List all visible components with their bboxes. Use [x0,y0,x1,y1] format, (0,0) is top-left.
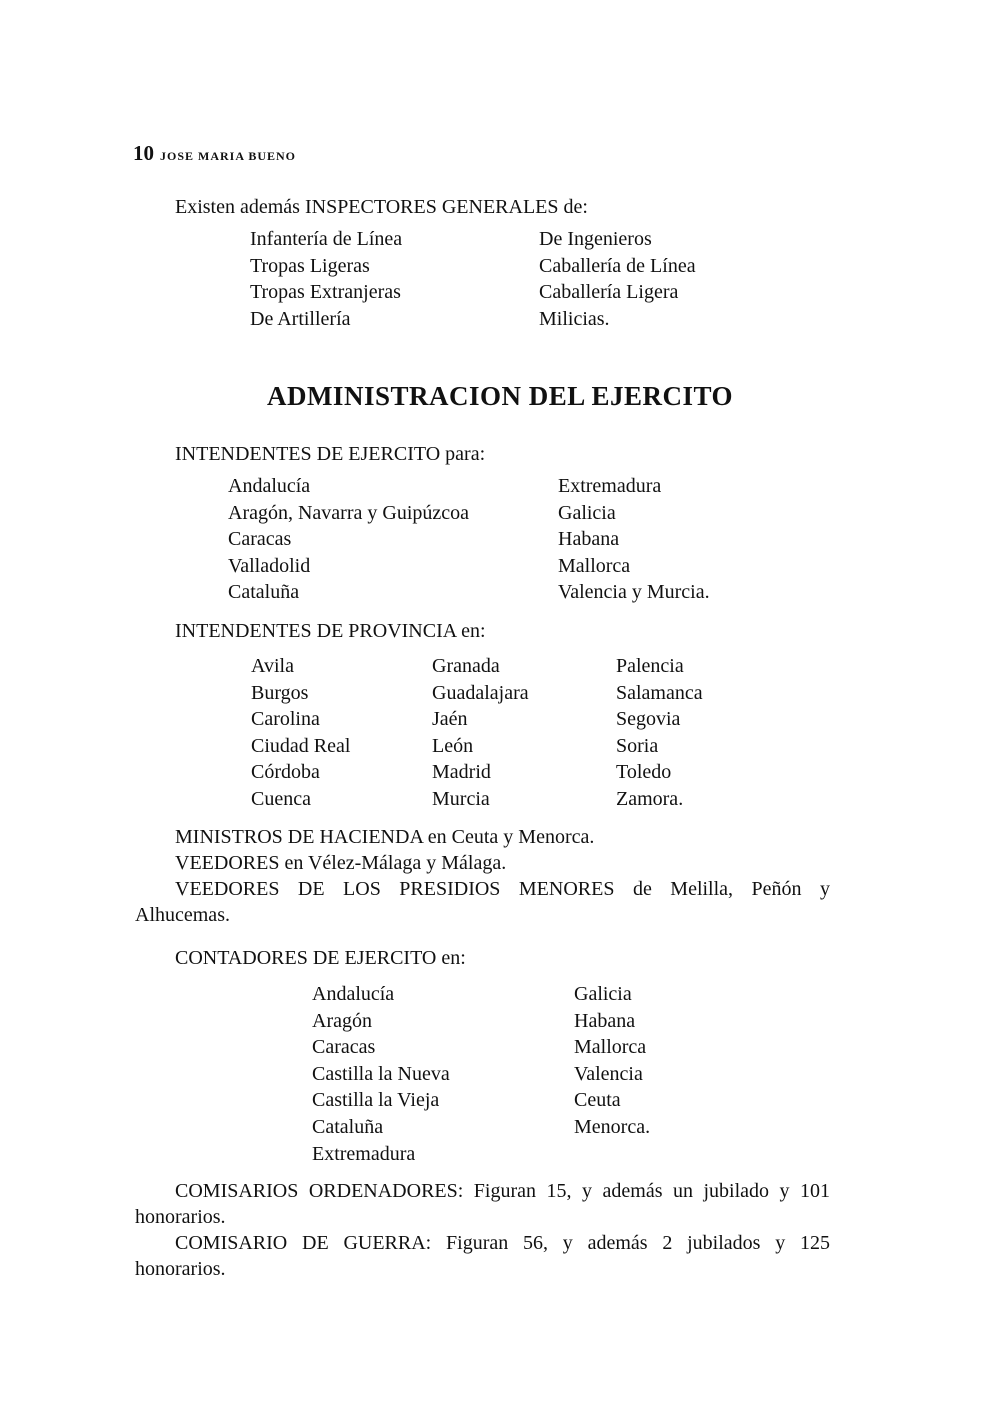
ministros-hacienda: MINISTROS DE HACIENDA en Ceuta y Menorca. [175,826,595,848]
list-item: Habana [574,1009,636,1032]
contadores-right-column [574,981,650,1141]
list-item: Zamora. [616,787,684,810]
list-item: Carolina [251,708,320,731]
intendentes-ejercito-intro: INTENDENTES DE EJERCITO para: [175,443,486,465]
list-item: Castilla la Vieja [312,1089,440,1112]
contadores-intro: CONTADORES DE EJERCITO en: [175,947,466,969]
list-item: León [432,734,474,757]
section-title: ADMINISTRACION DEL EJERCITO [266,381,734,411]
page-number: 10 [133,141,154,165]
list-item: Caballería Ligera [539,281,679,304]
comisarios-ordenadores-paragraph: COMISARIOS ORDENADORES: Figuran 15, y además un jubilado y 101 honorarios. [135,1180,830,1228]
list-item: Habana [558,528,620,551]
list-item: Cuenca [251,787,311,810]
list-item: Andalucía [228,475,311,497]
list-item: Tropas Ligeras [250,254,370,277]
list-item: Extremadura [312,1142,416,1165]
contadores-left-column [312,981,450,1167]
list-item: Mallorca [574,1036,647,1059]
intendentes-ejercito-left-column [228,473,469,606]
list-item: Tropas Extranjeras [250,281,401,304]
intendentes-provincia-column-3 [616,653,703,813]
list-item: Burgos [251,681,309,704]
inspectores-intro: Existen además INSPECTORES GENERALES de: [175,196,588,218]
list-item: Palencia [616,655,684,677]
list-item: Cataluña [228,581,300,604]
list-item: Andalucía [312,983,395,1005]
list-item: Galicia [574,983,632,1005]
list-item: Madrid [432,761,491,784]
list-item: Galicia [558,501,616,524]
list-item: Caracas [312,1036,376,1059]
list-item: De Ingenieros [539,228,652,250]
list-item: Caracas [228,528,292,551]
list-item: Castilla la Nueva [312,1062,450,1085]
intendentes-provincia-intro: INTENDENTES DE PROVINCIA en: [175,620,486,642]
running-author: JOSE MARIA BUENO [160,149,297,163]
inspectores-left-column [250,226,402,332]
list-item: Segovia [616,708,681,731]
list-item: Granada [432,655,500,677]
list-item: Ceuta [574,1089,621,1112]
list-item: De Artillería [250,307,351,330]
list-item: Soria [616,734,659,757]
list-item: Toledo [616,761,672,784]
list-item: Salamanca [616,681,703,704]
list-item: Extremadura [558,475,662,497]
intendentes-provincia-column-2 [432,653,529,813]
list-item: Infantería de Línea [250,228,403,250]
list-item: Avila [251,655,294,677]
intendentes-ejercito-right-column [558,473,710,606]
list-item: Menorca. [574,1115,651,1138]
list-item: Cataluña [312,1115,384,1138]
comisario-guerra-paragraph: COMISARIO DE GUERRA: Figuran 56, y además 2 jubilados y 125 honorarios. [135,1232,830,1280]
veedores: VEEDORES en Vélez-Málaga y Málaga. [175,852,507,874]
list-item: Valencia y Murcia. [558,581,710,604]
list-item: Aragón, Navarra y Guipúzcoa [228,501,470,524]
intendentes-provincia-column-1 [251,653,350,813]
list-item: Aragón [312,1009,372,1032]
list-item: Valencia [574,1062,643,1085]
veedores-presidios-paragraph: VEEDORES DE LOS PRESIDIOS MENORES de Melilla, Peñón y Alhucemas. [135,878,830,926]
list-item: Ciudad Real [251,734,351,757]
list-item: Milicias. [539,307,610,330]
inspectores-right-column [539,226,696,332]
list-item: Jaén [432,708,468,731]
running-header [133,141,296,168]
list-item: Córdoba [251,761,320,784]
list-item: Mallorca [558,554,631,577]
list-item: Caballería de Línea [539,254,696,277]
list-item: Murcia [432,787,490,810]
list-item: Guadalajara [432,681,529,704]
list-item: Valladolid [228,554,311,577]
